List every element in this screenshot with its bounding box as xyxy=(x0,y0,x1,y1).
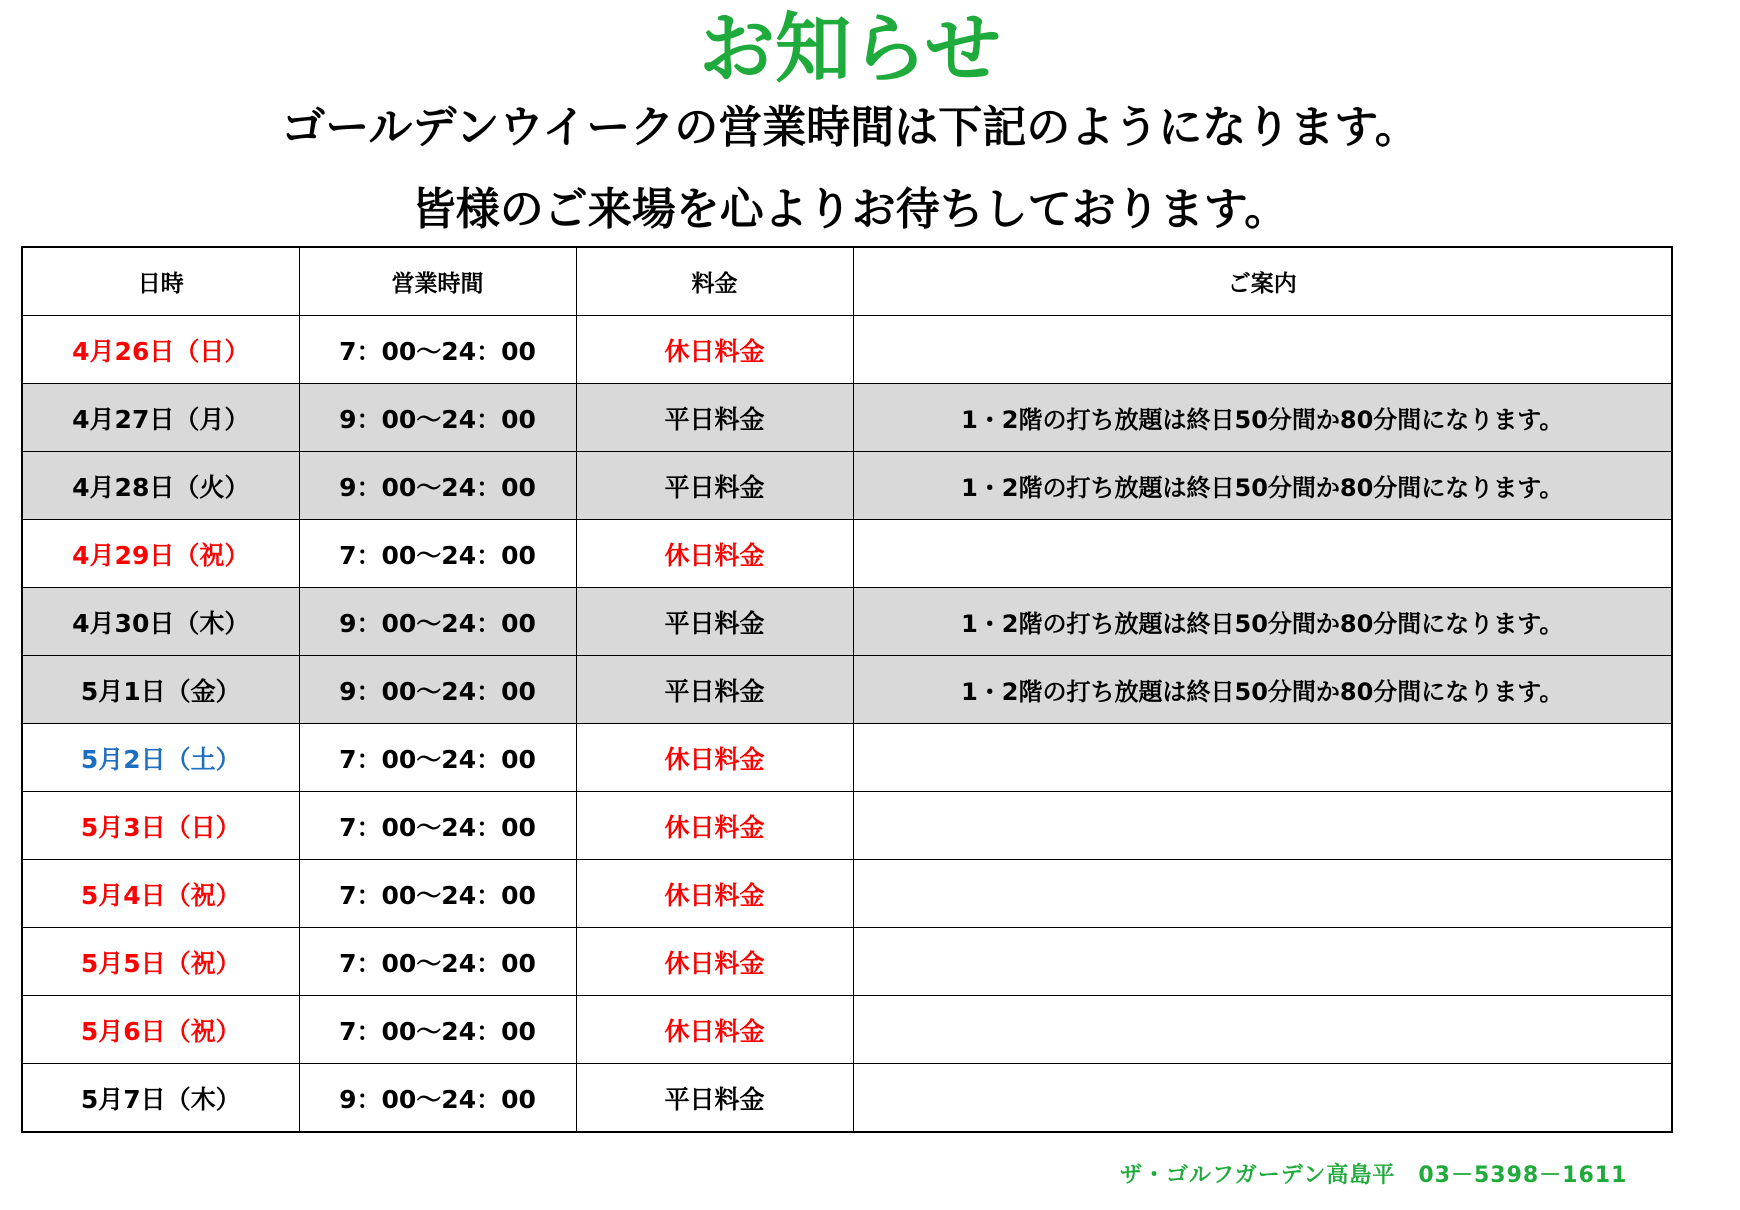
notice-cell xyxy=(853,724,1672,792)
fee-cell: 平日料金 xyxy=(576,384,853,452)
header-notice: ご案内 xyxy=(853,247,1672,316)
notice-cell xyxy=(853,316,1672,384)
table-row xyxy=(22,588,1672,656)
date-cell: 4月27日（月） xyxy=(22,384,299,452)
notice-cell: 1・2階の打ち放題は終日50分間か80分間になります。 xyxy=(853,452,1672,520)
notice-cell xyxy=(853,928,1672,996)
date-cell: 5月2日（土） xyxy=(22,724,299,792)
fee-cell: 平日料金 xyxy=(576,452,853,520)
hours-cell: 9：00～24：00 xyxy=(299,452,576,520)
date-cell: 5月4日（祝） xyxy=(22,860,299,928)
table-row xyxy=(22,384,1672,452)
date-cell: 4月28日（火） xyxy=(22,452,299,520)
fee-cell: 休日料金 xyxy=(576,860,853,928)
table-row xyxy=(22,928,1672,996)
notice-cell: 1・2階の打ち放題は終日50分間か80分間になります。 xyxy=(853,588,1672,656)
notice-cell xyxy=(853,1064,1672,1133)
subtitle-line-2: 皆様のご来場を心よりお待ちしております。 xyxy=(411,184,1289,235)
schedule-table xyxy=(21,246,1673,1133)
table-row xyxy=(22,316,1672,384)
footer-contact: ザ・ゴルフガーデン高島平 03－5398－1611 xyxy=(1120,1163,1628,1188)
page-title: お知らせ xyxy=(699,4,1001,93)
date-cell: 5月7日（木） xyxy=(22,1064,299,1133)
fee-cell: 休日料金 xyxy=(576,724,853,792)
notice-cell: 1・2階の打ち放題は終日50分間か80分間になります。 xyxy=(853,384,1672,452)
date-cell: 4月30日（木） xyxy=(22,588,299,656)
subtitle-line-1: ゴールデンウイークの営業時間は下記のようになります。 xyxy=(281,102,1419,153)
schedule-table-body xyxy=(22,316,1672,1133)
table-header-row xyxy=(22,247,1672,316)
hours-cell: 9：00～24：00 xyxy=(299,1064,576,1133)
hours-cell: 9：00～24：00 xyxy=(299,588,576,656)
table-row xyxy=(22,520,1672,588)
fee-cell: 平日料金 xyxy=(576,588,853,656)
header-date: 日時 xyxy=(22,247,299,316)
notice-cell xyxy=(853,792,1672,860)
date-cell: 4月29日（祝） xyxy=(22,520,299,588)
fee-cell: 平日料金 xyxy=(576,1064,853,1133)
hours-cell: 7：00～24：00 xyxy=(299,724,576,792)
notice-cell xyxy=(853,996,1672,1064)
fee-cell: 休日料金 xyxy=(576,928,853,996)
table-row xyxy=(22,1064,1672,1133)
hours-cell: 9：00～24：00 xyxy=(299,384,576,452)
notice-cell: 1・2階の打ち放題は終日50分間か80分間になります。 xyxy=(853,656,1672,724)
date-cell: 5月6日（祝） xyxy=(22,996,299,1064)
fee-cell: 休日料金 xyxy=(576,316,853,384)
header-fee: 料金 xyxy=(576,247,853,316)
fee-cell: 休日料金 xyxy=(576,792,853,860)
header-hours: 営業時間 xyxy=(299,247,576,316)
hours-cell: 7：00～24：00 xyxy=(299,860,576,928)
table-row xyxy=(22,792,1672,860)
hours-cell: 7：00～24：00 xyxy=(299,928,576,996)
fee-cell: 平日料金 xyxy=(576,656,853,724)
fee-cell: 休日料金 xyxy=(576,520,853,588)
notice-cell xyxy=(853,860,1672,928)
notice-cell xyxy=(853,520,1672,588)
date-cell: 5月3日（日） xyxy=(22,792,299,860)
date-cell: 5月1日（金） xyxy=(22,656,299,724)
table-row xyxy=(22,996,1672,1064)
table-row xyxy=(22,724,1672,792)
date-cell: 4月26日（日） xyxy=(22,316,299,384)
hours-cell: 9：00～24：00 xyxy=(299,656,576,724)
hours-cell: 7：00～24：00 xyxy=(299,520,576,588)
hours-cell: 7：00～24：00 xyxy=(299,996,576,1064)
hours-cell: 7：00～24：00 xyxy=(299,792,576,860)
hours-cell: 7：00～24：00 xyxy=(299,316,576,384)
date-cell: 5月5日（祝） xyxy=(22,928,299,996)
table-row xyxy=(22,452,1672,520)
fee-cell: 休日料金 xyxy=(576,996,853,1064)
table-row xyxy=(22,656,1672,724)
table-row xyxy=(22,860,1672,928)
